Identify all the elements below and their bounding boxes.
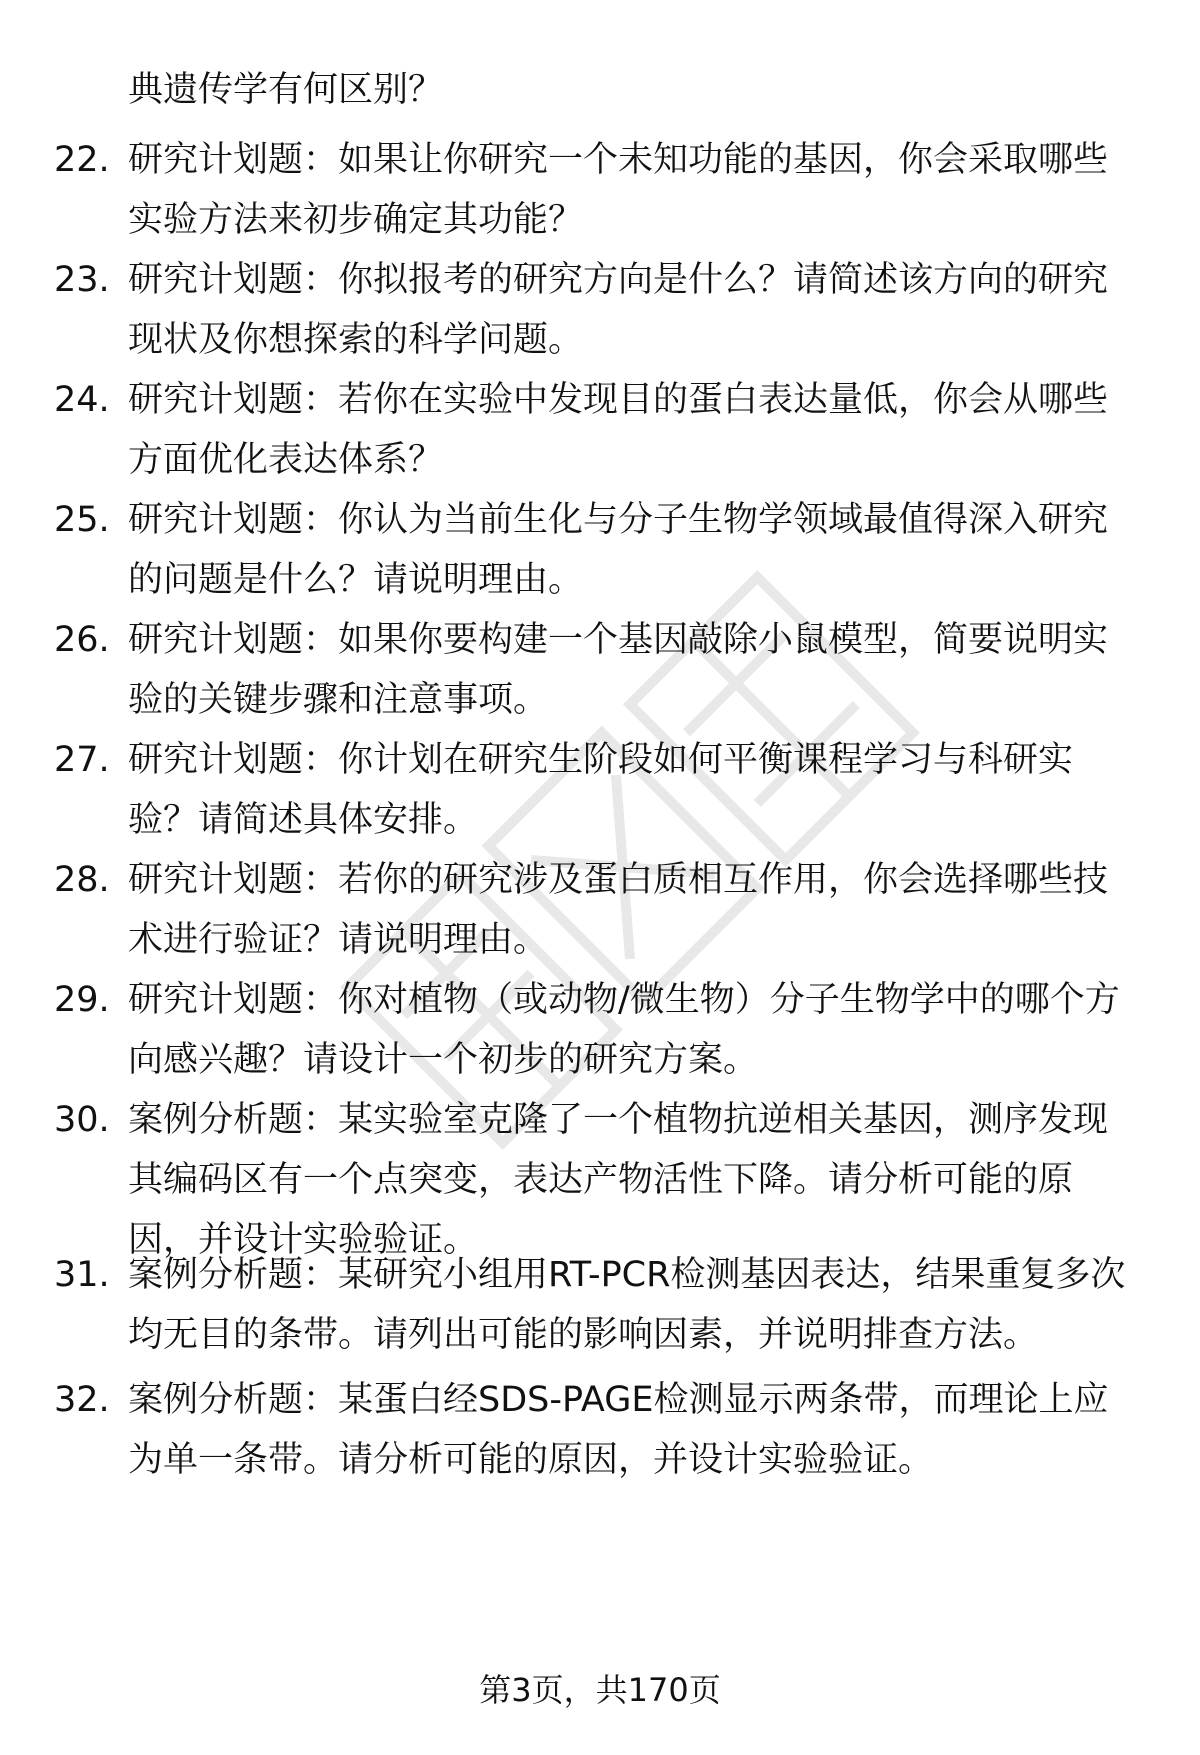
question-text-line: 案例分析题：某蛋白经SDS-PAGE检测显示两条带，而理论上应 [128,1380,1109,1420]
question-text-line: 研究计划题：你拟报考的研究方向是什么？请简述该方向的研究 [128,260,1109,300]
question-text-line: 的问题是什么？请说明理由。 [128,560,584,600]
question-text-line: 现状及你想探索的科学问题。 [128,320,584,360]
list-item [54,1245,1164,1365]
list-item [54,1090,1164,1270]
list-item [54,370,1164,490]
question-text-line: 实验方法来初步确定其功能？ [128,200,584,240]
list-item [54,970,1164,1090]
list-item [54,1370,1164,1490]
question-text-line: 均无目的条带。请列出可能的影响因素，并说明排查方法。 [128,1315,1039,1355]
question-text-line: 其编码区有一个点突变，表达产物活性下降。请分析可能的原 [128,1160,1074,1200]
question-text-line: 为单一条带。请分析可能的原因，并设计实验验证。 [128,1440,934,1480]
list-item [54,490,1164,610]
question-number: 22. [54,140,110,180]
page-footer: 第3页，共170页 [479,1671,721,1709]
question-text-line: 研究计划题：如果你要构建一个基因敲除小鼠模型，简要说明实 [128,620,1109,660]
question-number: 23. [54,260,110,300]
list-item [54,250,1164,370]
continuation-text: 典遗传学有何区别？ [128,70,444,110]
list-item [54,610,1164,730]
question-text-line: 研究计划题：你对植物（或动物/微生物）分子生物学中的哪个方 [128,980,1120,1020]
question-number: 29. [54,980,110,1020]
question-text-line: 研究计划题：你计划在研究生阶段如何平衡课程学习与科研实 [128,740,1074,780]
question-number: 24. [54,380,110,420]
question-number: 28. [54,860,110,900]
question-text-line: 案例分析题：某实验室克隆了一个植物抗逆相关基因，测序发现 [128,1100,1109,1140]
question-text-line: 研究计划题：你认为当前生化与分子生物学领域最值得深入研究 [128,500,1109,540]
question-text-line: 方面优化表达体系？ [128,440,444,480]
question-number: 30. [54,1100,110,1140]
question-text-line: 研究计划题：若你的研究涉及蛋白质相互作用，你会选择哪些技 [128,860,1109,900]
list-item [54,850,1164,970]
question-text-line: 研究计划题：如果让你研究一个未知功能的基因，你会采取哪些 [128,140,1109,180]
question-text-line: 案例分析题：某研究小组用RT-PCR检测基因表达，结果重复多次 [128,1255,1126,1295]
question-text-line: 术进行验证？请说明理由。 [128,920,549,960]
question-text-line: 研究计划题：若你在实验中发现目的蛋白表达量低，你会从哪些 [128,380,1109,420]
question-number: 31. [54,1255,110,1295]
question-text-line: 验的关键步骤和注意事项。 [128,680,549,720]
question-text-line: 向感兴趣？请设计一个初步的研究方案。 [128,1040,759,1080]
question-text-line: 验？请简述具体安排。 [128,800,479,840]
question-number: 25. [54,500,110,540]
list-item [54,730,1164,850]
list-item [54,130,1164,250]
question-number: 32. [54,1380,110,1420]
question-text-line: 因，并设计实验验证。 [128,1220,479,1260]
question-number: 26. [54,620,110,660]
question-number: 27. [54,740,110,780]
